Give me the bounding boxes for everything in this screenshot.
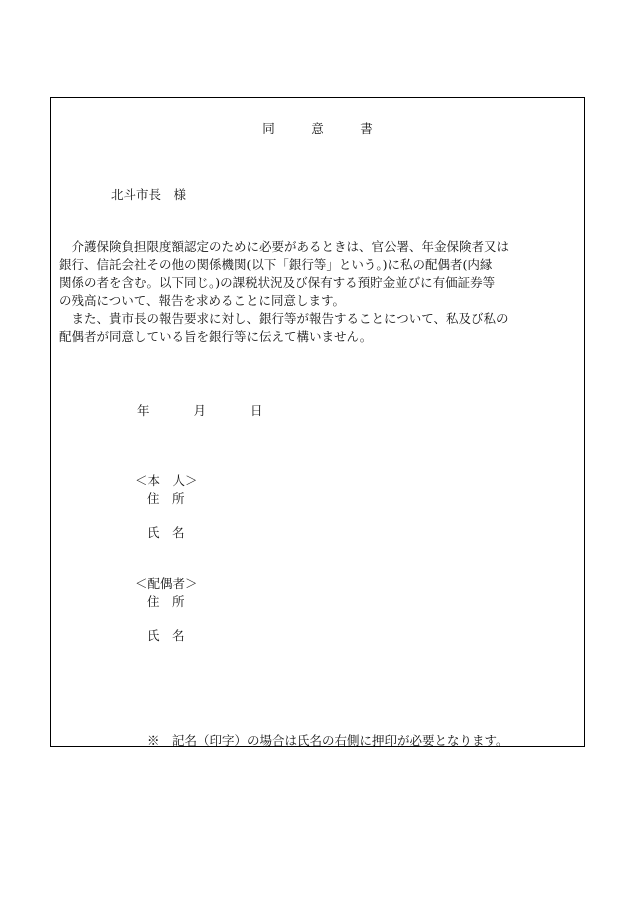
date-year-label: 年 (137, 403, 150, 418)
body-line: 関係の者を含む。以下同じ。)の課税状況及び保有する預貯金並びに有価証券等 (59, 275, 496, 290)
seal-note: ※ 記名（印字）の場合は氏名の右側に押印が必要となります。 (147, 733, 509, 748)
person-name-label: 氏 名 (147, 525, 185, 540)
document-frame (50, 97, 585, 747)
date-day-label: 日 (250, 403, 263, 418)
person-address-label: 住 所 (147, 491, 185, 506)
addressee: 北斗市長 様 (111, 187, 187, 202)
document-title: 同 意 書 (262, 121, 385, 136)
body-line: の残高について、報告を求めることに同意します。 (59, 293, 346, 308)
body-line: 銀行、信託会社その他の関係機関(以下「銀行等」という。)に私の配偶者(内縁 (59, 257, 493, 272)
consent-body (59, 238, 579, 346)
spouse-address-label: 住 所 (147, 594, 185, 609)
date-month-label: 月 (193, 403, 207, 418)
body-line: 配偶者が同意している旨を銀行等に伝えて構いません。 (59, 329, 373, 344)
spouse-heading: ＜配偶者＞ (135, 576, 198, 591)
person-heading: ＜本 人＞ (135, 473, 198, 488)
spouse-name-label: 氏 名 (147, 628, 185, 643)
date-row (137, 402, 263, 420)
body-line: また、貴市長の報告要求に対し、銀行等が報告することについて、私及び私の (59, 311, 509, 326)
body-line: 介護保険負担限度額認定のために必要があるときは、官公署、年金保険者又は (59, 239, 510, 254)
